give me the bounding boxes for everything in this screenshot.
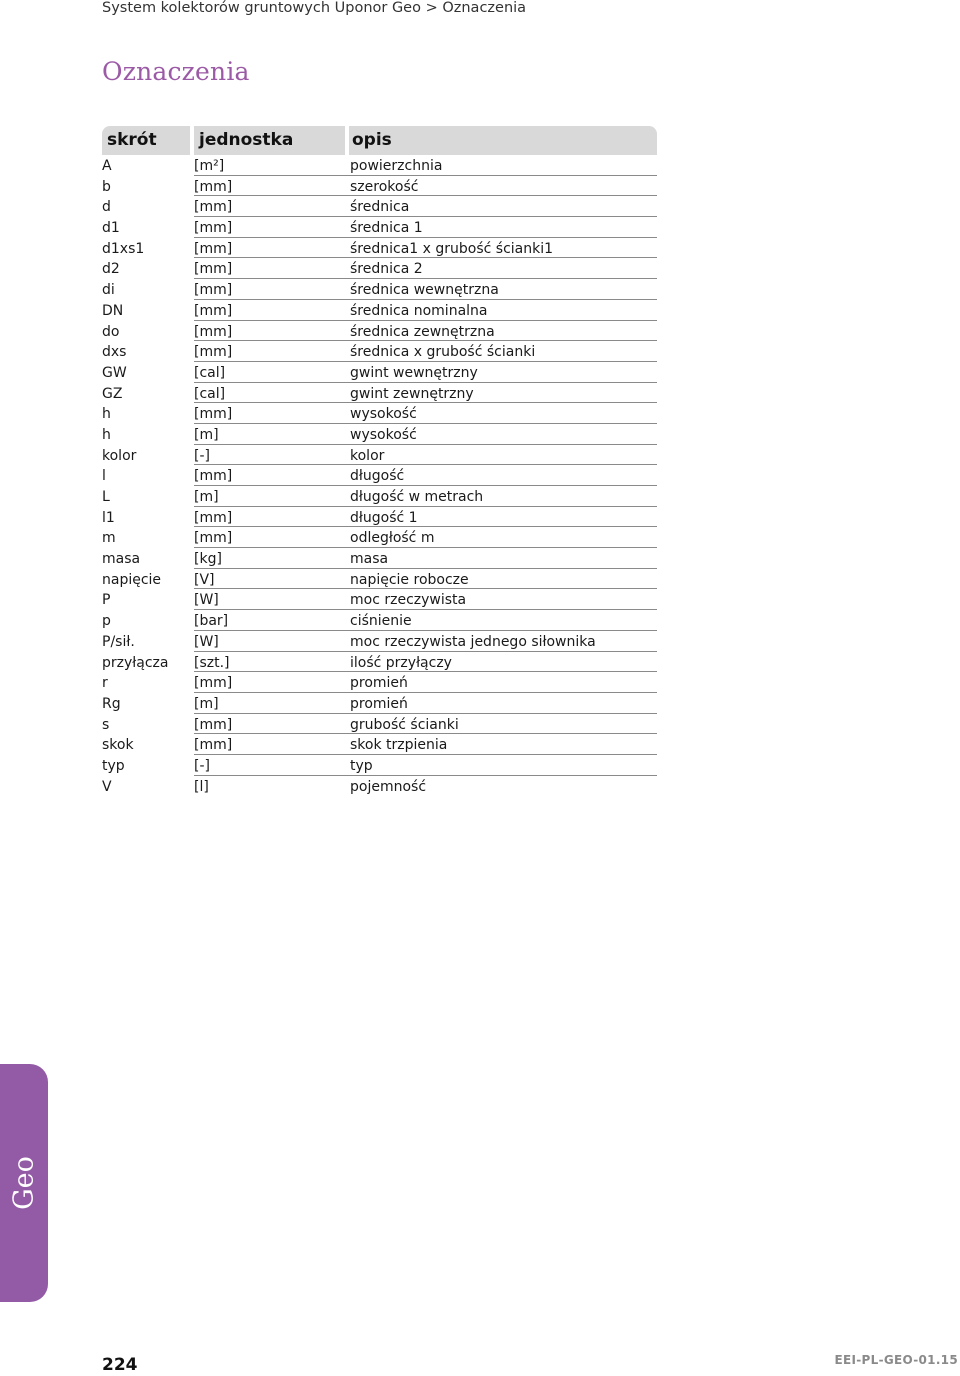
table-row bbox=[102, 403, 657, 424]
cell-abbr: b bbox=[102, 178, 111, 195]
cell-abbr: V bbox=[102, 778, 112, 795]
table-row bbox=[102, 300, 657, 321]
cell-unit: [cal] bbox=[194, 383, 349, 404]
cell-desc: długość bbox=[349, 465, 657, 486]
cell-abbr: P bbox=[102, 592, 111, 609]
cell-unit: [kg] bbox=[194, 548, 349, 569]
cell-abbr: przyłącza bbox=[102, 654, 169, 671]
cell-unit: [mm] bbox=[194, 465, 349, 486]
cell-desc: średnica 1 bbox=[349, 217, 657, 238]
cell-unit: [V] bbox=[194, 569, 349, 590]
cell-unit: [mm] bbox=[194, 300, 349, 321]
cell-abbr: masa bbox=[102, 551, 141, 568]
cell-abbr: s bbox=[102, 716, 110, 733]
cell-abbr: kolor bbox=[102, 447, 137, 464]
cell-unit: [-] bbox=[194, 445, 349, 466]
cell-abbr: napięcie bbox=[102, 571, 162, 588]
table-row bbox=[102, 486, 657, 507]
cell-abbr: d2 bbox=[102, 261, 120, 278]
cell-desc: ilość przyłączy bbox=[349, 652, 657, 673]
table-body bbox=[102, 155, 657, 796]
cell-abbr: d1xs1 bbox=[102, 240, 145, 257]
table-row bbox=[102, 258, 657, 279]
header-abbr: skrót bbox=[102, 126, 190, 155]
cell-unit: [mm] bbox=[194, 279, 349, 300]
cell-desc: długość w metrach bbox=[349, 486, 657, 507]
breadcrumb: System kolektorów gruntowych Uponor Geo > Oznaczenia bbox=[102, 0, 527, 16]
cell-unit: [W] bbox=[194, 589, 349, 610]
cell-abbr: d1 bbox=[102, 220, 120, 237]
table-row bbox=[102, 652, 657, 673]
table-row bbox=[102, 693, 657, 714]
cell-abbr: P/sił. bbox=[102, 633, 135, 650]
cell-desc: promień bbox=[349, 672, 657, 693]
cell-desc: pojemność bbox=[350, 778, 427, 795]
table-row bbox=[102, 465, 657, 486]
cell-unit: [m] bbox=[194, 424, 349, 445]
cell-abbr: h bbox=[102, 426, 111, 443]
cell-desc: typ bbox=[349, 755, 657, 776]
cell-abbr: m bbox=[102, 530, 116, 547]
cell-unit: [m²] bbox=[194, 155, 349, 176]
cell-unit: [m] bbox=[194, 693, 349, 714]
table-row bbox=[102, 776, 657, 797]
cell-abbr: d bbox=[102, 199, 111, 216]
table-row bbox=[102, 155, 657, 176]
cell-abbr: l bbox=[102, 468, 106, 485]
table-row bbox=[102, 569, 657, 590]
cell-desc: moc rzeczywista bbox=[349, 589, 657, 610]
table-row bbox=[102, 196, 657, 217]
cell-unit: [mm] bbox=[194, 238, 349, 259]
table-row bbox=[102, 424, 657, 445]
table-row bbox=[102, 631, 657, 652]
cell-unit: [mm] bbox=[194, 714, 349, 735]
table-row bbox=[102, 445, 657, 466]
table-row bbox=[102, 341, 657, 362]
cell-desc: wysokość bbox=[349, 403, 657, 424]
cell-desc: kolor bbox=[349, 445, 657, 466]
cell-abbr: Rg bbox=[102, 695, 121, 712]
cell-abbr: GW bbox=[102, 364, 127, 381]
cell-desc: średnica 2 bbox=[349, 258, 657, 279]
cell-unit: [mm] bbox=[194, 672, 349, 693]
table-row bbox=[102, 734, 657, 755]
table-row bbox=[102, 548, 657, 569]
cell-desc: średnica x grubość ścianki bbox=[349, 341, 657, 362]
page-number: 224 bbox=[102, 1355, 138, 1375]
cell-unit: [mm] bbox=[194, 196, 349, 217]
table-row bbox=[102, 176, 657, 197]
table-row bbox=[102, 755, 657, 776]
cell-abbr: l1 bbox=[102, 509, 115, 526]
cell-desc: powierzchnia bbox=[349, 155, 657, 176]
cell-abbr: h bbox=[102, 406, 111, 423]
cell-abbr: L bbox=[102, 489, 110, 505]
cell-abbr: do bbox=[102, 323, 120, 340]
cell-unit: [mm] bbox=[194, 403, 349, 424]
cell-unit: [mm] bbox=[194, 341, 349, 362]
cell-abbr: p bbox=[102, 613, 111, 630]
cell-unit: [-] bbox=[194, 755, 349, 776]
abbreviations-table bbox=[102, 126, 657, 796]
cell-unit: [W] bbox=[194, 631, 349, 652]
cell-abbr: di bbox=[102, 282, 115, 299]
cell-desc: ciśnienie bbox=[349, 610, 657, 631]
cell-desc: średnica zewnętrzna bbox=[349, 321, 657, 342]
table-row bbox=[102, 507, 657, 528]
header-desc: opis bbox=[349, 126, 657, 155]
cell-desc: skok trzpienia bbox=[349, 734, 657, 755]
cell-desc: średnica1 x grubość ścianki1 bbox=[349, 238, 657, 259]
header-unit: jednostka bbox=[194, 126, 345, 155]
table-row bbox=[102, 527, 657, 548]
table-header bbox=[102, 126, 657, 155]
cell-unit: [cal] bbox=[194, 362, 349, 383]
cell-desc: masa bbox=[349, 548, 657, 569]
table-row bbox=[102, 672, 657, 693]
cell-abbr: DN bbox=[102, 302, 124, 319]
table-row bbox=[102, 383, 657, 404]
cell-abbr: skok bbox=[102, 737, 134, 754]
cell-desc: gwint wewnętrzny bbox=[349, 362, 657, 383]
table-row bbox=[102, 321, 657, 342]
cell-desc: średnica wewnętrzna bbox=[349, 279, 657, 300]
cell-unit: [mm] bbox=[194, 217, 349, 238]
table-row bbox=[102, 279, 657, 300]
cell-unit: [mm] bbox=[194, 507, 349, 528]
cell-desc: moc rzeczywista jednego siłownika bbox=[349, 631, 657, 652]
side-tab-label: Geo bbox=[8, 1156, 40, 1210]
cell-unit: [mm] bbox=[194, 321, 349, 342]
cell-unit: [szt.] bbox=[194, 652, 349, 673]
cell-abbr: r bbox=[102, 675, 108, 692]
cell-desc: wysokość bbox=[349, 424, 657, 445]
cell-desc: napięcie robocze bbox=[349, 569, 657, 590]
cell-unit: [bar] bbox=[194, 610, 349, 631]
cell-unit: [mm] bbox=[194, 734, 349, 755]
cell-desc: promień bbox=[349, 693, 657, 714]
cell-desc: szerokość bbox=[349, 176, 657, 197]
document-code: EEI-PL-GEO-01.15 bbox=[834, 1353, 958, 1367]
table-row bbox=[102, 714, 657, 735]
table-row bbox=[102, 362, 657, 383]
cell-unit: [m] bbox=[194, 486, 349, 507]
cell-desc: średnica bbox=[349, 196, 657, 217]
cell-unit: [mm] bbox=[194, 527, 349, 548]
cell-unit: [l] bbox=[194, 778, 209, 795]
cell-desc: długość 1 bbox=[349, 507, 657, 528]
cell-desc: gwint zewnętrzny bbox=[349, 383, 657, 404]
cell-abbr: dxs bbox=[102, 344, 127, 361]
cell-desc: odległość m bbox=[349, 527, 657, 548]
cell-abbr: A bbox=[102, 158, 112, 174]
page-title: Oznaczenia bbox=[102, 57, 250, 86]
cell-desc: średnica nominalna bbox=[349, 300, 657, 321]
table-row bbox=[102, 217, 657, 238]
cell-abbr: typ bbox=[102, 757, 125, 774]
table-row bbox=[102, 589, 657, 610]
cell-unit: [mm] bbox=[194, 258, 349, 279]
cell-unit: [mm] bbox=[194, 176, 349, 197]
table-row bbox=[102, 238, 657, 259]
cell-abbr: GZ bbox=[102, 385, 123, 402]
table-row bbox=[102, 610, 657, 631]
cell-desc: grubość ścianki bbox=[349, 714, 657, 735]
